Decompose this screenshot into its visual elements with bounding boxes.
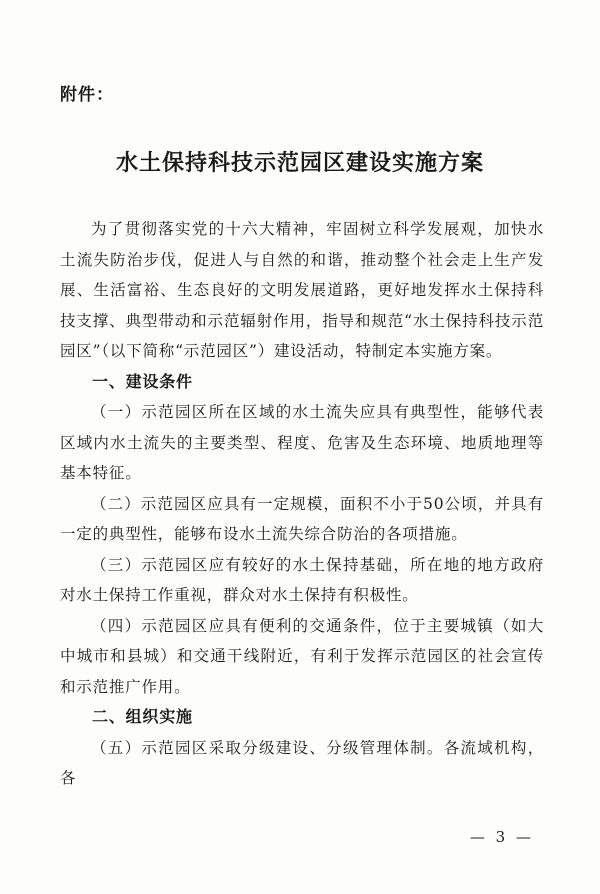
paragraph-item-2: （二）示范园区应具有一定规模，面积不小于50公顷，并具有一定的典型性，能够布设水土流失综合防治的各项措施。 xyxy=(60,494,544,543)
paragraph-item-5: （五）示范园区采取分级建设、分级管理体制。各流域机构，各 xyxy=(60,738,544,787)
document-body xyxy=(60,214,544,794)
paragraph-item-1: （一）示范园区所在区域的水土流失应具有典型性，能够代表区域内水土流失的主要类型、程度、危害及生态环境、地质地理等基本特征。 xyxy=(60,403,544,482)
intro-paragraph: 为了贯彻落实党的十六大精神，牢固树立科学发展观，加快水土流失防治步伐，促进人与自然的和谐，推动整个社会走上生产发展、生活富裕、生态良好的文明发展道路，更好地发挥水土保持科技支撑、典型带动和示范辐射作用，指导和规范“水土保持科技示范园区”（以下简称“示范园区”）建设活动，特制定本实施方案。 xyxy=(60,220,544,360)
paragraph-item-3: （三）示范园区应有较好的水土保持基础，所在地的地方政府对水土保持工作重视，群众对水土保持有积极性。 xyxy=(60,555,544,604)
paragraph-item-4: （四）示范园区应具有便利的交通条件，位于主要城镇（如大中城市和县城）和交通干线附近，有利于发挥示范园区的社会宣传和示范推广作用。 xyxy=(60,616,544,696)
document-title: 水土保持科技示范园区建设实施方案 xyxy=(115,151,484,176)
section-heading-conditions: 一、建设条件 xyxy=(92,371,193,391)
page-number: — 3 — xyxy=(469,828,534,846)
attachment-label: 附件： xyxy=(60,85,114,105)
section-heading-organization: 二、组织实施 xyxy=(92,707,193,726)
